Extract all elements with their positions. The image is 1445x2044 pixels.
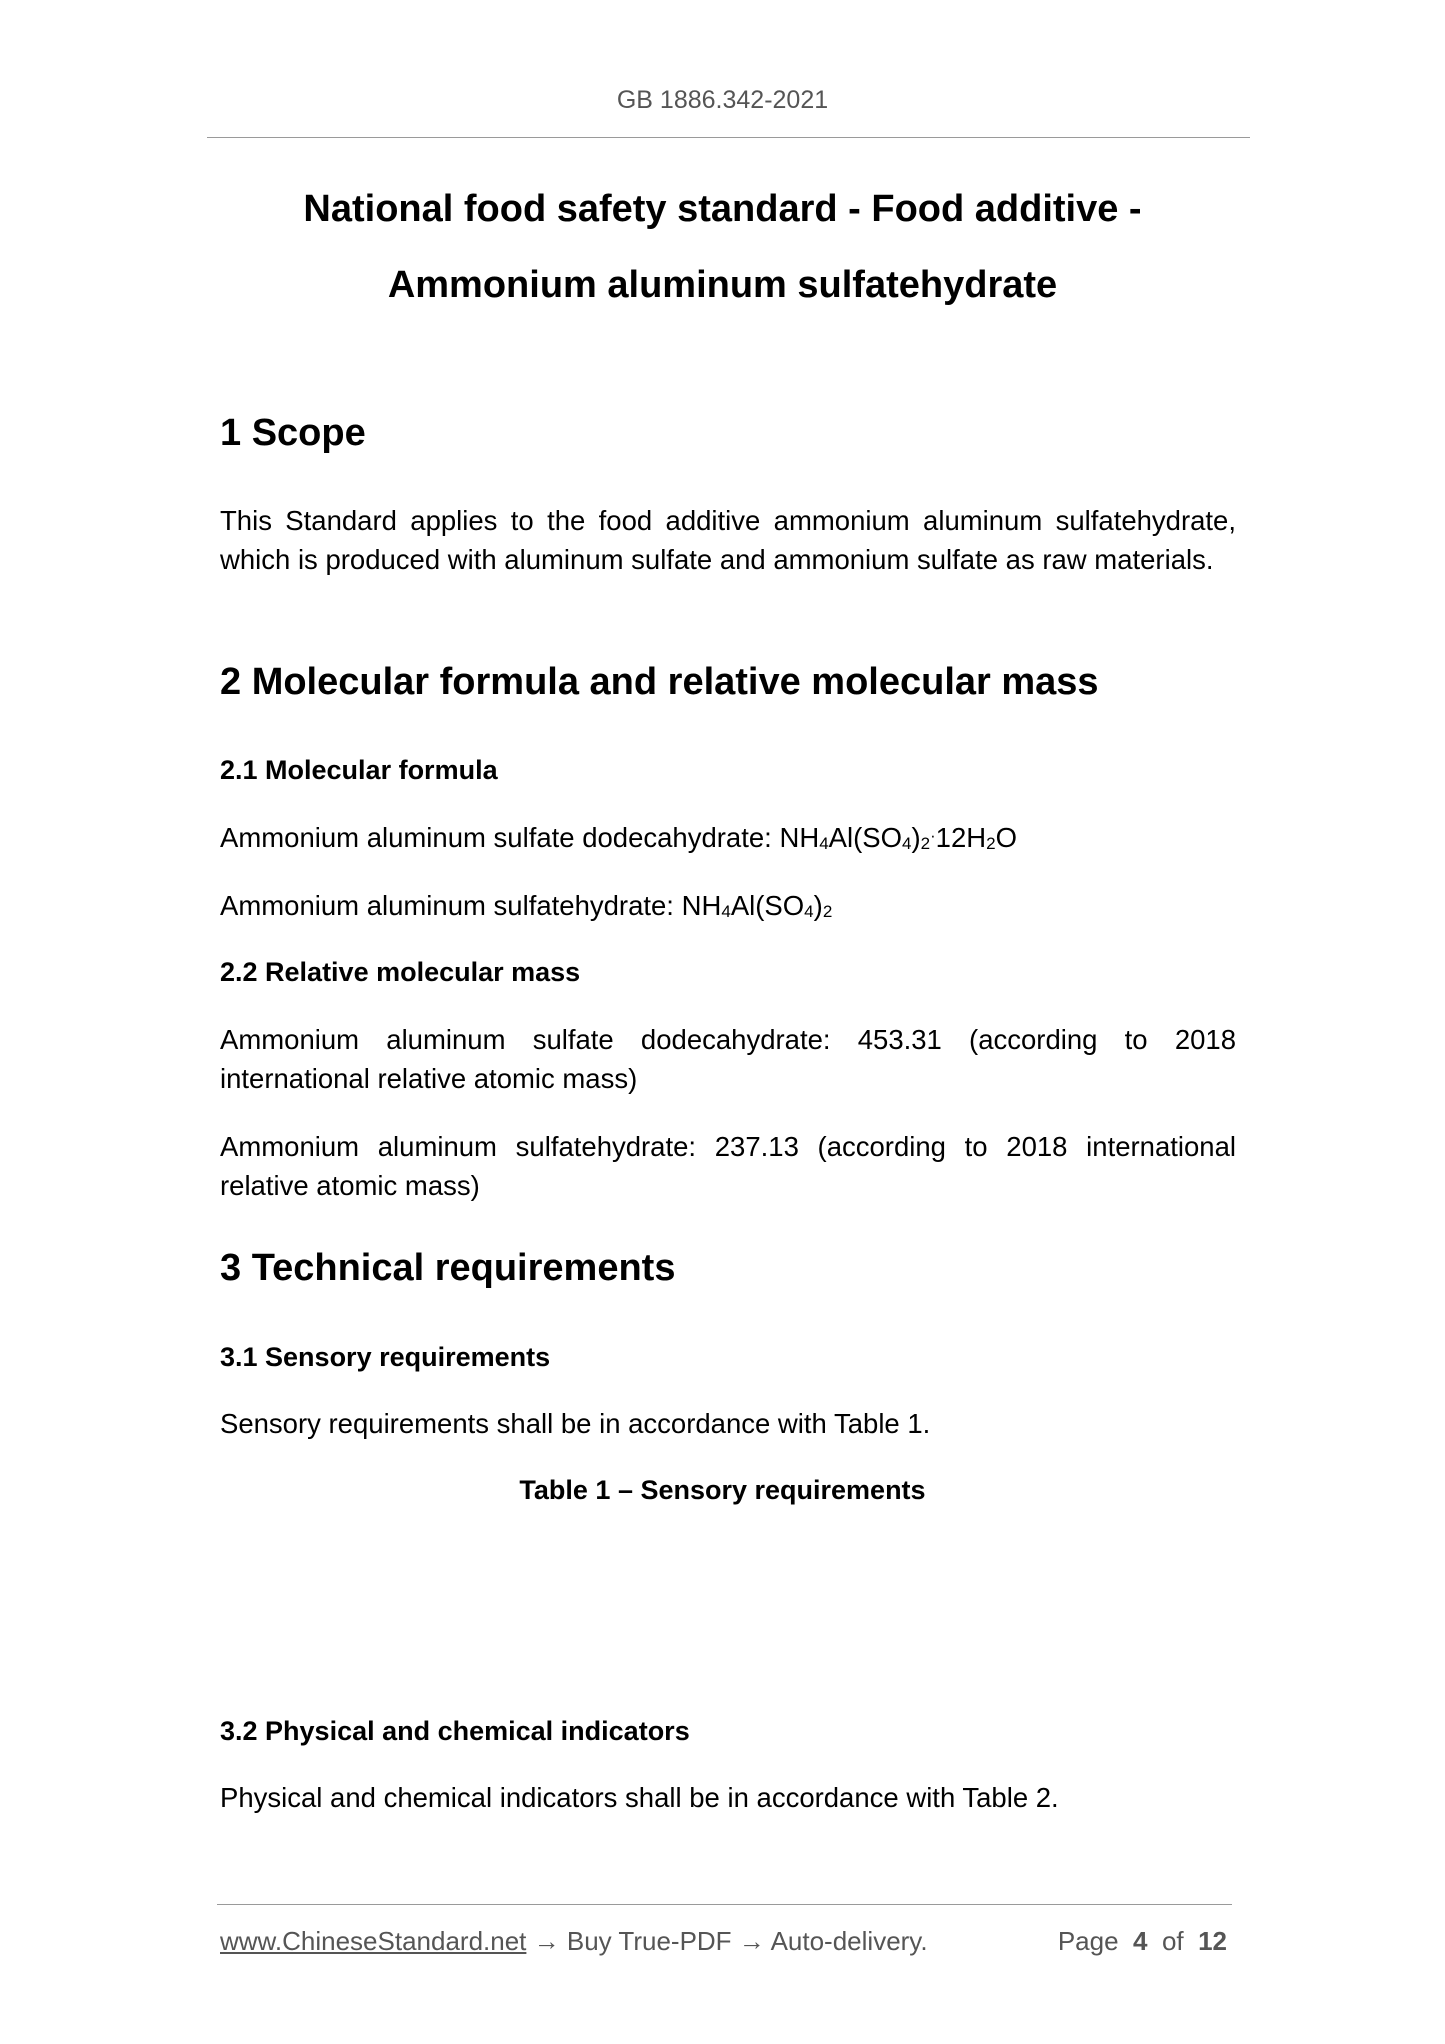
molecular-formula-dodecahydrate [220,819,1236,858]
document-title-line-2: Ammonium aluminum sulfatehydrate [387,264,1058,306]
physical-chemical-paragraph: Physical and chemical indicators shall be in accordance with Table 2. [220,1782,1059,1813]
footer-tagline: → Buy True-PDF → Auto-delivery. [526,1926,928,1956]
formula-label: Ammonium aluminum sulfate dodecahydrate: [220,822,780,853]
formula-nh4al-so4-2-12h2o: $NH_4Al(SO_4)_2^\cdot 12H_2O$ [779,822,1017,854]
page-number: Page 4 of 12 [1057,1926,1227,1956]
subsection-3-2-heading: 3.2 Physical and chemical indicators [220,1716,690,1746]
website-link[interactable]: www.ChineseStandard.net [220,1926,527,1956]
section-3-heading: 3 Technical requirements [220,1247,676,1289]
section-1-heading: 1 Scope [220,412,366,454]
current-page: 4 [1133,1926,1148,1956]
subsection-3-1-heading: 3.1 Sensory requirements [220,1342,551,1372]
subsection-2-2-heading: 2.2 Relative molecular mass [220,957,581,987]
document-title-line-1: National food safety standard - Food additive - [303,188,1142,230]
molecular-formula-hydrate [220,887,1236,926]
footer-promo [220,1926,928,1957]
formula-nh4al-so4-2: $NH_4Al(SO_4)_2$ [681,890,833,922]
scope-paragraph: This Standard applies to the food additive ammonium aluminum sulfatehydrate, which is produced with aluminum sulfate and ammonium sulfate as raw materials. [220,505,1236,575]
footer-divider [217,1904,1232,1905]
header-divider [207,137,1250,138]
table-1-caption: Table 1 – Sensory requirements [519,1475,926,1505]
formula-label: Ammonium aluminum sulfatehydrate: [220,890,682,921]
relative-mass-hydrate: Ammonium aluminum sulfatehydrate: 237.13 (according to 2018 international relative atomic mass) [220,1131,1236,1201]
total-pages: 12 [1198,1926,1227,1956]
subsection-2-1-heading: 2.1 Molecular formula [220,755,498,785]
sensory-requirements-paragraph: Sensory requirements shall be in accordance with Table 1. [220,1408,931,1439]
relative-mass-dodecahydrate: Ammonium aluminum sulfate dodecahydrate: 453.31 (according to 2018 international relative atomic mass) [220,1024,1236,1094]
section-2-heading: 2 Molecular formula and relative molecular mass [220,661,1099,703]
document-code-header: GB 1886.342-2021 [616,86,829,114]
